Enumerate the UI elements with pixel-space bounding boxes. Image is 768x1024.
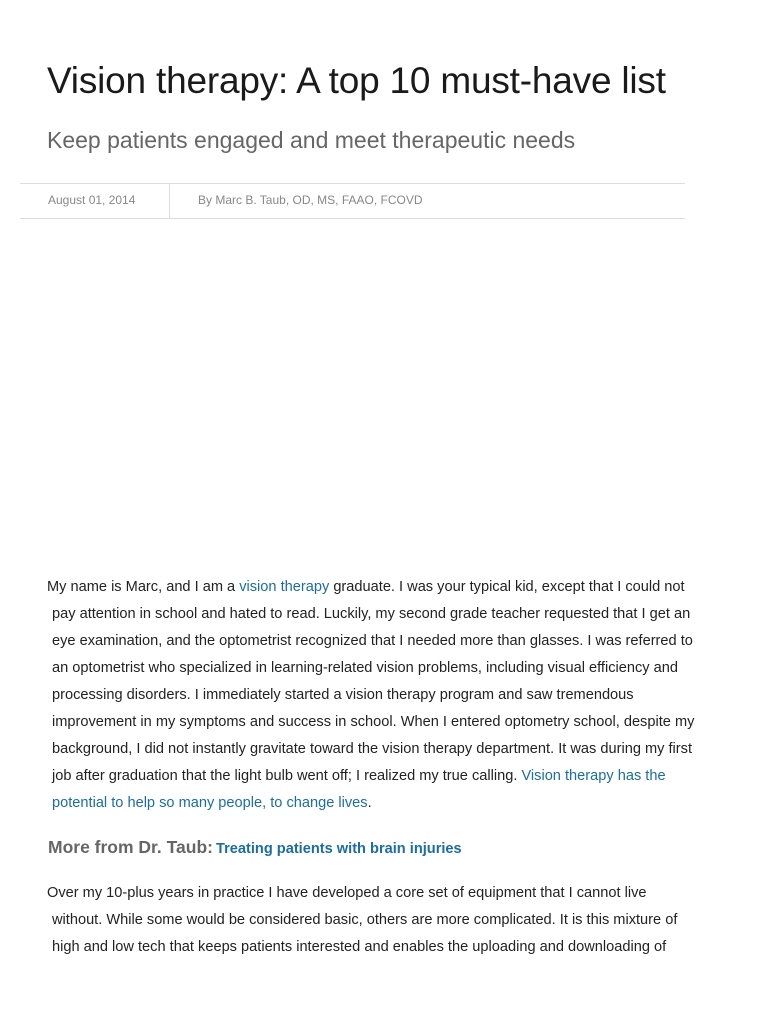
paragraph-line: an optometrist who specialized in learning-related vision problems, including visual efficiency and [52, 660, 678, 676]
more-from-label: More from Dr. Taub: [48, 837, 213, 857]
paragraph-line [47, 790, 727, 817]
related-article-link[interactable]: Treating patients with brain injuries [215, 841, 462, 857]
article-meta-bar [20, 183, 685, 219]
text-run: job after graduation that the light bulb went off; I realized my true calling. [52, 768, 522, 784]
paragraph-line: pay attention in school and hated to read. Luckily, my second grade teacher requested that I get an [52, 606, 691, 622]
text-run: . [367, 795, 372, 811]
vision-therapy-link[interactable]: vision therapy [239, 579, 330, 595]
paragraph-line: improvement in my symptoms and success in school. When I entered optometry school, despite my [52, 714, 695, 730]
paragraph-line: processing disorders. I immediately started a vision therapy program and saw tremendous [52, 687, 634, 703]
meta-divider [169, 184, 170, 218]
more-from-author [48, 837, 462, 858]
paragraph-line [47, 574, 727, 601]
article-paragraph-2 [47, 880, 727, 961]
paragraph-line: eye examination, and the optometrist recognized that I needed more than glasses. I was referred to [52, 633, 693, 649]
article-paragraph-1 [47, 574, 727, 817]
text-run: My name is Marc, and I am a [47, 579, 240, 595]
potential-link-part1[interactable]: Vision therapy has the [521, 768, 666, 784]
article-subtitle: Keep patients engaged and meet therapeutic needs [47, 127, 576, 153]
paragraph-line: background, I did not instantly gravitate toward the vision therapy department. It was during my first [52, 741, 693, 757]
ad-placeholder [20, 230, 685, 550]
paragraph-line: without. While some would be considered basic, others are more complicated. It is this mixture of [52, 912, 678, 928]
text-run: graduate. I was your typical kid, except that I could not [329, 579, 685, 595]
publish-date: August 01, 2014 [48, 193, 136, 207]
paragraph-line [47, 763, 727, 790]
author-byline: By Marc B. Taub, OD, MS, FAAO, FCOVD [198, 193, 423, 207]
paragraph-line: Over my 10-plus years in practice I have developed a core set of equipment that I cannot live [47, 885, 647, 901]
article-title: Vision therapy: A top 10 must-have list [47, 60, 666, 101]
potential-link-part2[interactable]: potential to help so many people, to change lives [52, 795, 368, 811]
paragraph-line: high and low tech that keeps patients interested and enables the uploading and downloading of [52, 939, 667, 955]
